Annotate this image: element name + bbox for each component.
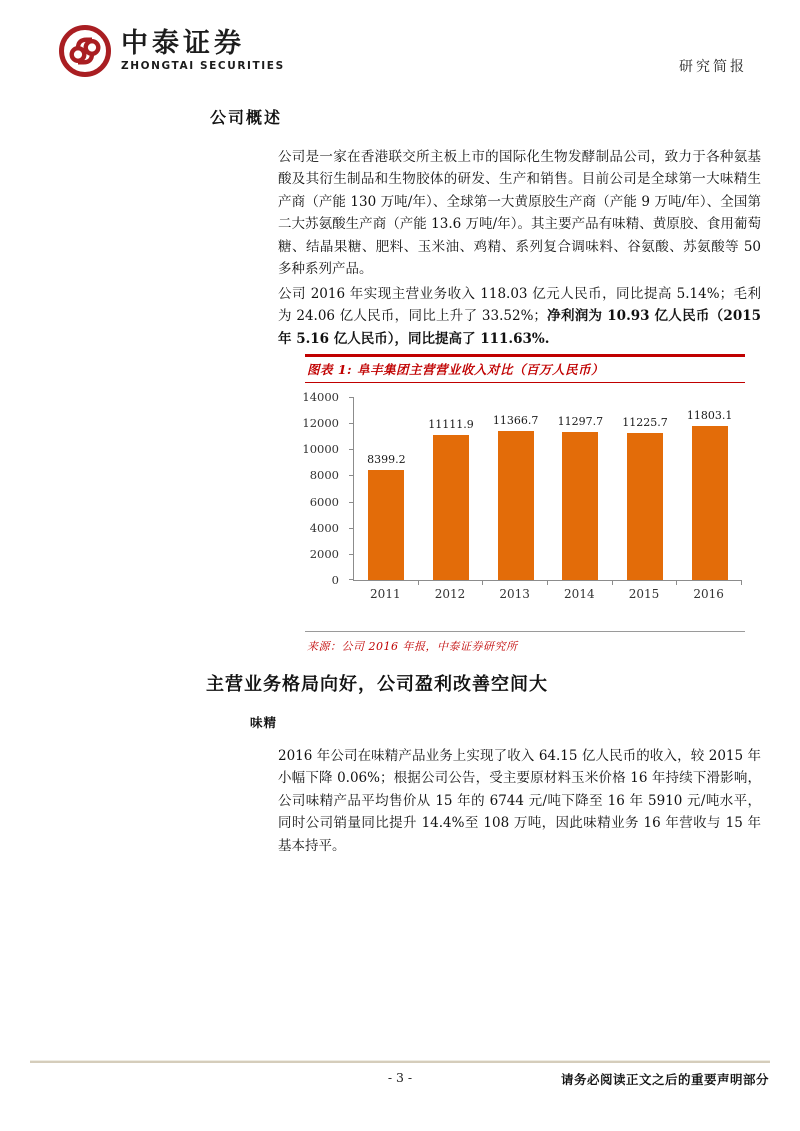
- figure-title: 图表 1: 阜丰集团主营营业收入对比（百万人民币）: [305, 354, 745, 383]
- y-tick-mark: [349, 397, 353, 398]
- y-tick-label: 6000: [309, 494, 339, 509]
- y-tick-mark: [349, 554, 353, 555]
- y-tick-mark: [349, 528, 353, 529]
- x-tick-label: 2014: [564, 587, 595, 601]
- bar-2015: [627, 433, 663, 580]
- x-tick-label: 2011: [370, 587, 401, 601]
- zhongtai-logo-icon: [58, 24, 112, 78]
- chart-plot: [353, 397, 742, 581]
- brand-text: [121, 29, 285, 73]
- brand-name-cn: 中泰证券: [121, 28, 245, 59]
- overview-paragraph-2-normal: 公司 2016 年实现主营业务收入 118.03 亿元人民币，同比提高 5.14%；毛利为 24.06 亿人民币，同比上升了 33.52%；: [278, 286, 761, 325]
- section-heading-main-business: 主营业务格局向好，公司盈利改善空间大: [206, 674, 548, 695]
- bar-value-label: 8399.2: [367, 453, 406, 467]
- msg-paragraph-1: 2016 年公司在味精产品业务上实现了收入 64.15 亿人民币的收入，较 2015 年小幅下降 0.06%；根据公司公告，受主要原材料玉米价格 16 年持续下滑影响，公司味精产品平均售价从 15 年的 6744 元/吨下降至 16 年 5910 元/吨水平，同时公司销量同比提升 14.4%至 108 万吨，因此味精业务 16 年营收与 15 年基本持平。: [278, 748, 761, 854]
- y-tick-label: 8000: [309, 468, 339, 483]
- figure-1: [302, 354, 745, 654]
- y-tick-label: 14000: [302, 390, 339, 404]
- bar-value-label: 11111.9: [428, 417, 474, 431]
- x-tick-label: 2012: [434, 587, 466, 601]
- subsection-heading-msg: 味精: [250, 715, 278, 730]
- y-tick-mark: [349, 423, 353, 424]
- bar-2011: [368, 470, 404, 580]
- overview-paragraph-2: [278, 283, 761, 350]
- y-tick-label: 2000: [309, 546, 339, 561]
- page-number: - 3 -: [387, 1070, 413, 1085]
- x-tick-label: 2015: [628, 587, 660, 601]
- overview-paragraph-2-bold: 净利润为 10.93 亿人民币（2015 年 5.16 亿人民币），同比提高了 111.63%.: [278, 308, 761, 347]
- footer-divider: [30, 1060, 770, 1063]
- y-tick-mark: [349, 502, 353, 503]
- x-tick-label: 2016: [693, 587, 724, 601]
- y-tick-mark: [349, 475, 353, 476]
- bar-2012: [433, 435, 469, 580]
- figure-source: 来源：公司 2016 年报，中泰证券研究所: [305, 631, 745, 654]
- x-tick-mark: [741, 581, 742, 585]
- bar-value-label: 11297.7: [557, 415, 604, 429]
- bar-chart: [302, 385, 745, 629]
- bar-value-label: 11225.7: [622, 416, 668, 430]
- brand-logo: [58, 24, 285, 78]
- y-tick-mark: [349, 579, 353, 580]
- bar-value-label: 11366.7: [492, 414, 539, 428]
- overview-paragraph-1: 公司是一家在香港联交所主板上市的国际化生物发酵制品公司，致力于各种氨基酸及其衍生制品和生物胶体的研发、生产和销售。目前公司是全球第一大味精生产商（产能 130 万吨/年）、全球第一大黄原胶生产商（产能 9 万吨/年）、全国第二大苏氨酸生产商（产能 13.6 万吨/年）。其主要产品有味精、黄原胶、食用葡萄糖、结晶果糖、肥料、玉米油、鸡精、系列复合调味料、谷氨酸、苏氨酸等 50 多种系列产品。: [278, 149, 761, 278]
- footer-disclaimer: 请务必阅读正文之后的重要声明部分: [560, 1072, 769, 1087]
- x-tick-label: 2013: [499, 587, 530, 601]
- chart-y-axis-labels: [302, 390, 347, 587]
- y-tick-label: 10000: [302, 442, 339, 457]
- y-tick-label: 4000: [309, 520, 339, 535]
- chart-x-axis-labels: [353, 585, 741, 603]
- y-tick-mark: [349, 449, 353, 450]
- bar-2013: [498, 431, 534, 580]
- report-type-label: 研究简报: [679, 59, 747, 75]
- bar-value-label: 11803.1: [686, 408, 733, 422]
- y-tick-label: 0: [331, 573, 339, 587]
- brand-name-en: ZHONGTAI SECURITIES: [121, 60, 285, 72]
- section-title-overview: 公司概述: [210, 108, 283, 127]
- y-tick-label: 12000: [302, 416, 339, 431]
- bar-2016: [692, 426, 728, 580]
- bar-2014: [562, 432, 598, 580]
